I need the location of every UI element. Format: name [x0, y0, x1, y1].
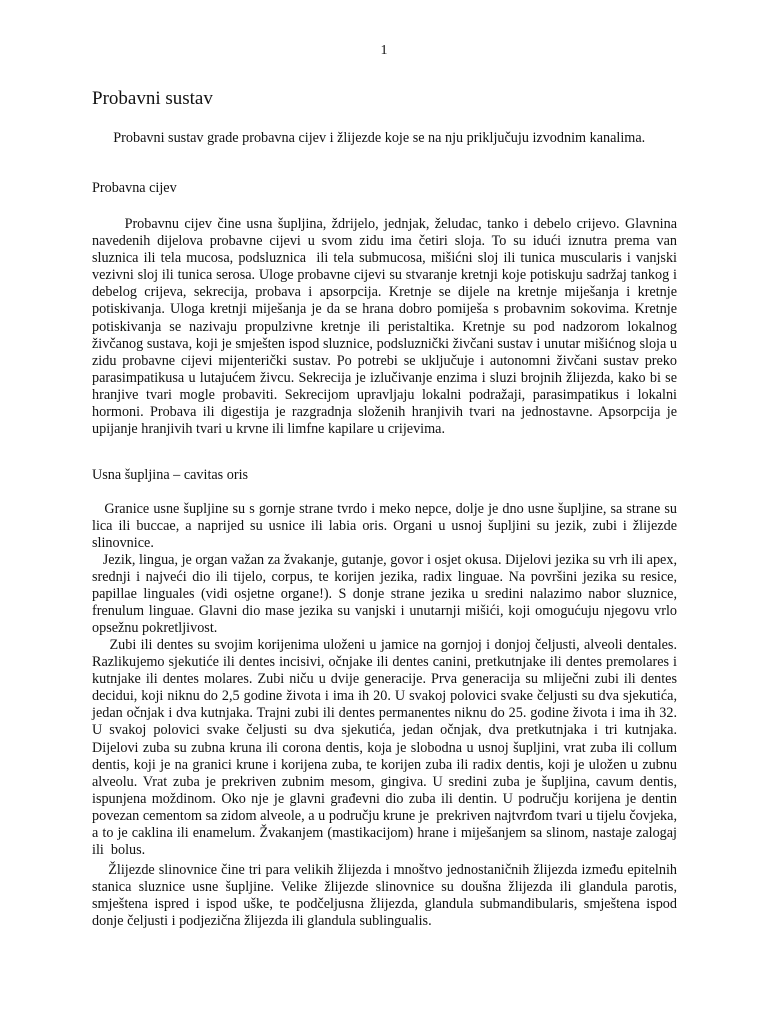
paragraph-zubi: Zubi ili dentes su svojim korijenima uloženi u jamice na gornjoj i donjoj čeljusti, alveoli dentales. Razlikujemo sjekutiće ili dentes incisivi, očnjake ili dentes canini, pretkutnjake ili dentes premolares i kutnjake ili dentes molares. Zubi niču u dvije generacije. Prva generacija su mliječni zubi ili dentes decidui, koji niknu do 2,5 godine života i ima ih 20. U svakoj polovici svake čeljusti su dva sjekutića, jedan očnjak i dva kutnjaka. Trajni zubi ili dentes permanentes niknu do 25. godine života i ima ih 32. U svakoj polovici svake čeljusti su dva sjekutića, jedan očnjak, dva pretkutnjaka i tri kutnjaka. Dijelovi zuba su zubna kruna ili corona dentis, koja je slobodna u usnoj šupljini, vrat zuba ili collum dentis, koji je na granici krune i korijena zuba, te korijen zuba ili radix dentis, koji je uložen u zubnu alveolu. Vrat zuba je prekriven zubnim mesom, gingiva. U sredini zuba je šupljina, cavum dentis, ispunjena moždinom. Oko nje je glavni građevni dio zuba ili dentin. U području korijena je dentin povezan cementom sa zidom alveole, a u području krune je prekriven najtvrđom tvari u tijelu čovjeka, a to je caklina ili enamelum. Žvakanjem (mastikacijom) hrane i miješanjem sa slinom, nastaje zalogaj ili bolus.	[92, 637, 681, 859]
paragraph-probavna-cijev: Probavnu cijev čine usna šupljina, ždrijelo, jednjak, želudac, tanko i debelo crijevo. Glavnina navedenih dijelova probavne cijevi u svom zidu ima četiri sloja. To su idući iznutra prema van sluznica ili tela mucosa, podsluznica ili tela submucosa, mišićni sloj ili tunica muscularis i vanjski vezivni sloj ili tunica serosa. Uloge probavne cijevi su stvaranje kretnji koje potiskuju sadržaj tankog i debelog crijeva, sekrecija, probava i apsorpcija. Kretnje se dijele na kretnje miješanja i kretnje potiskivanja. Uloga kretnji miješanja je da se hrana dobro pomiješa s probavnim sokovima. Kretnje potiskivanja se nazivaju propulzivne kretnje ili peristaltika. Kretnje su pod nadzorom lokalnog živčanog sustava, koji je smješten ispod sluznice, podsluznički živčani sustav i unutar mišićnog sloja u zidu probavne cijevi mijenterički sustav. Po potrebi se uključuje i autonomni živčani sustav preko parasimpatikusa u lutajućem živcu. Sekrecija je izlučivanje enzima i sluzi brojnih žlijezda, kako bi se hranjive tvari mogle probaviti. Sekrecijom upravljaju lokalni podražaji, parasimpatikus i lokalni hormoni. Probava ili digestija je razgradnja složenih hranjivih tvari na jednostavne. Apsorpcija je upijanje hranjivih tvari u krvne ili limfne kapilare u crijevima.	[92, 216, 681, 438]
section-heading-usna-supljina: Usna šupljina – cavitas oris	[92, 467, 249, 483]
page-number: 1	[380, 43, 388, 58]
paragraph-granice: Granice usne šupljine su s gornje strane tvrdo i meko nepce, dolje je dno usne šupljine, sa strane su lica ili buccae, a naprijed su usnice ili labia oris. Organi u usnoj šupljini su jezik, zubi i žlijezde slinovnice.	[92, 501, 681, 552]
document-title: Probavni sustav	[92, 88, 213, 109]
intro-paragraph: Probavni sustav grade probavna cijev i žlijezde koje se na nju priključuju izvodnim kanalima.	[92, 130, 646, 146]
paragraph-zlijezde: Žlijezde slinovnice čine tri para velikih žlijezda i mnoštvo jednostaničnih žlijezda između epitelnih stanica sluznice usne šupljine. Velike žlijezde slinovnice su doušna žlijezda ili glandula parotis, smještena ispred i ispod uške, te podčeljusna žlijezda, glandula submandibularis, smještena ispod donje čeljusti i podjezična žlijezda ili glandula sublingualis.	[92, 862, 681, 930]
section-heading-probavna-cijev: Probavna cijev	[92, 180, 177, 196]
paragraph-jezik: Jezik, lingua, je organ važan za žvakanje, gutanje, govor i osjet okusa. Dijelovi jezika su vrh ili apex, srednji i najveći dio ili tijelo, corpus, te korijen jezika, radix linguae. Na površini jezika su resice, papillae linguales (vidi osjetne organe!). S donje strane jezika u sredini nalazimo nabor sluznice, frenulum linguae. Glavni dio mase jezika su vanjski i unutarnji mišići, koji omogućuju njegovu vrlo opsežnu pokretljivost.	[92, 552, 681, 637]
